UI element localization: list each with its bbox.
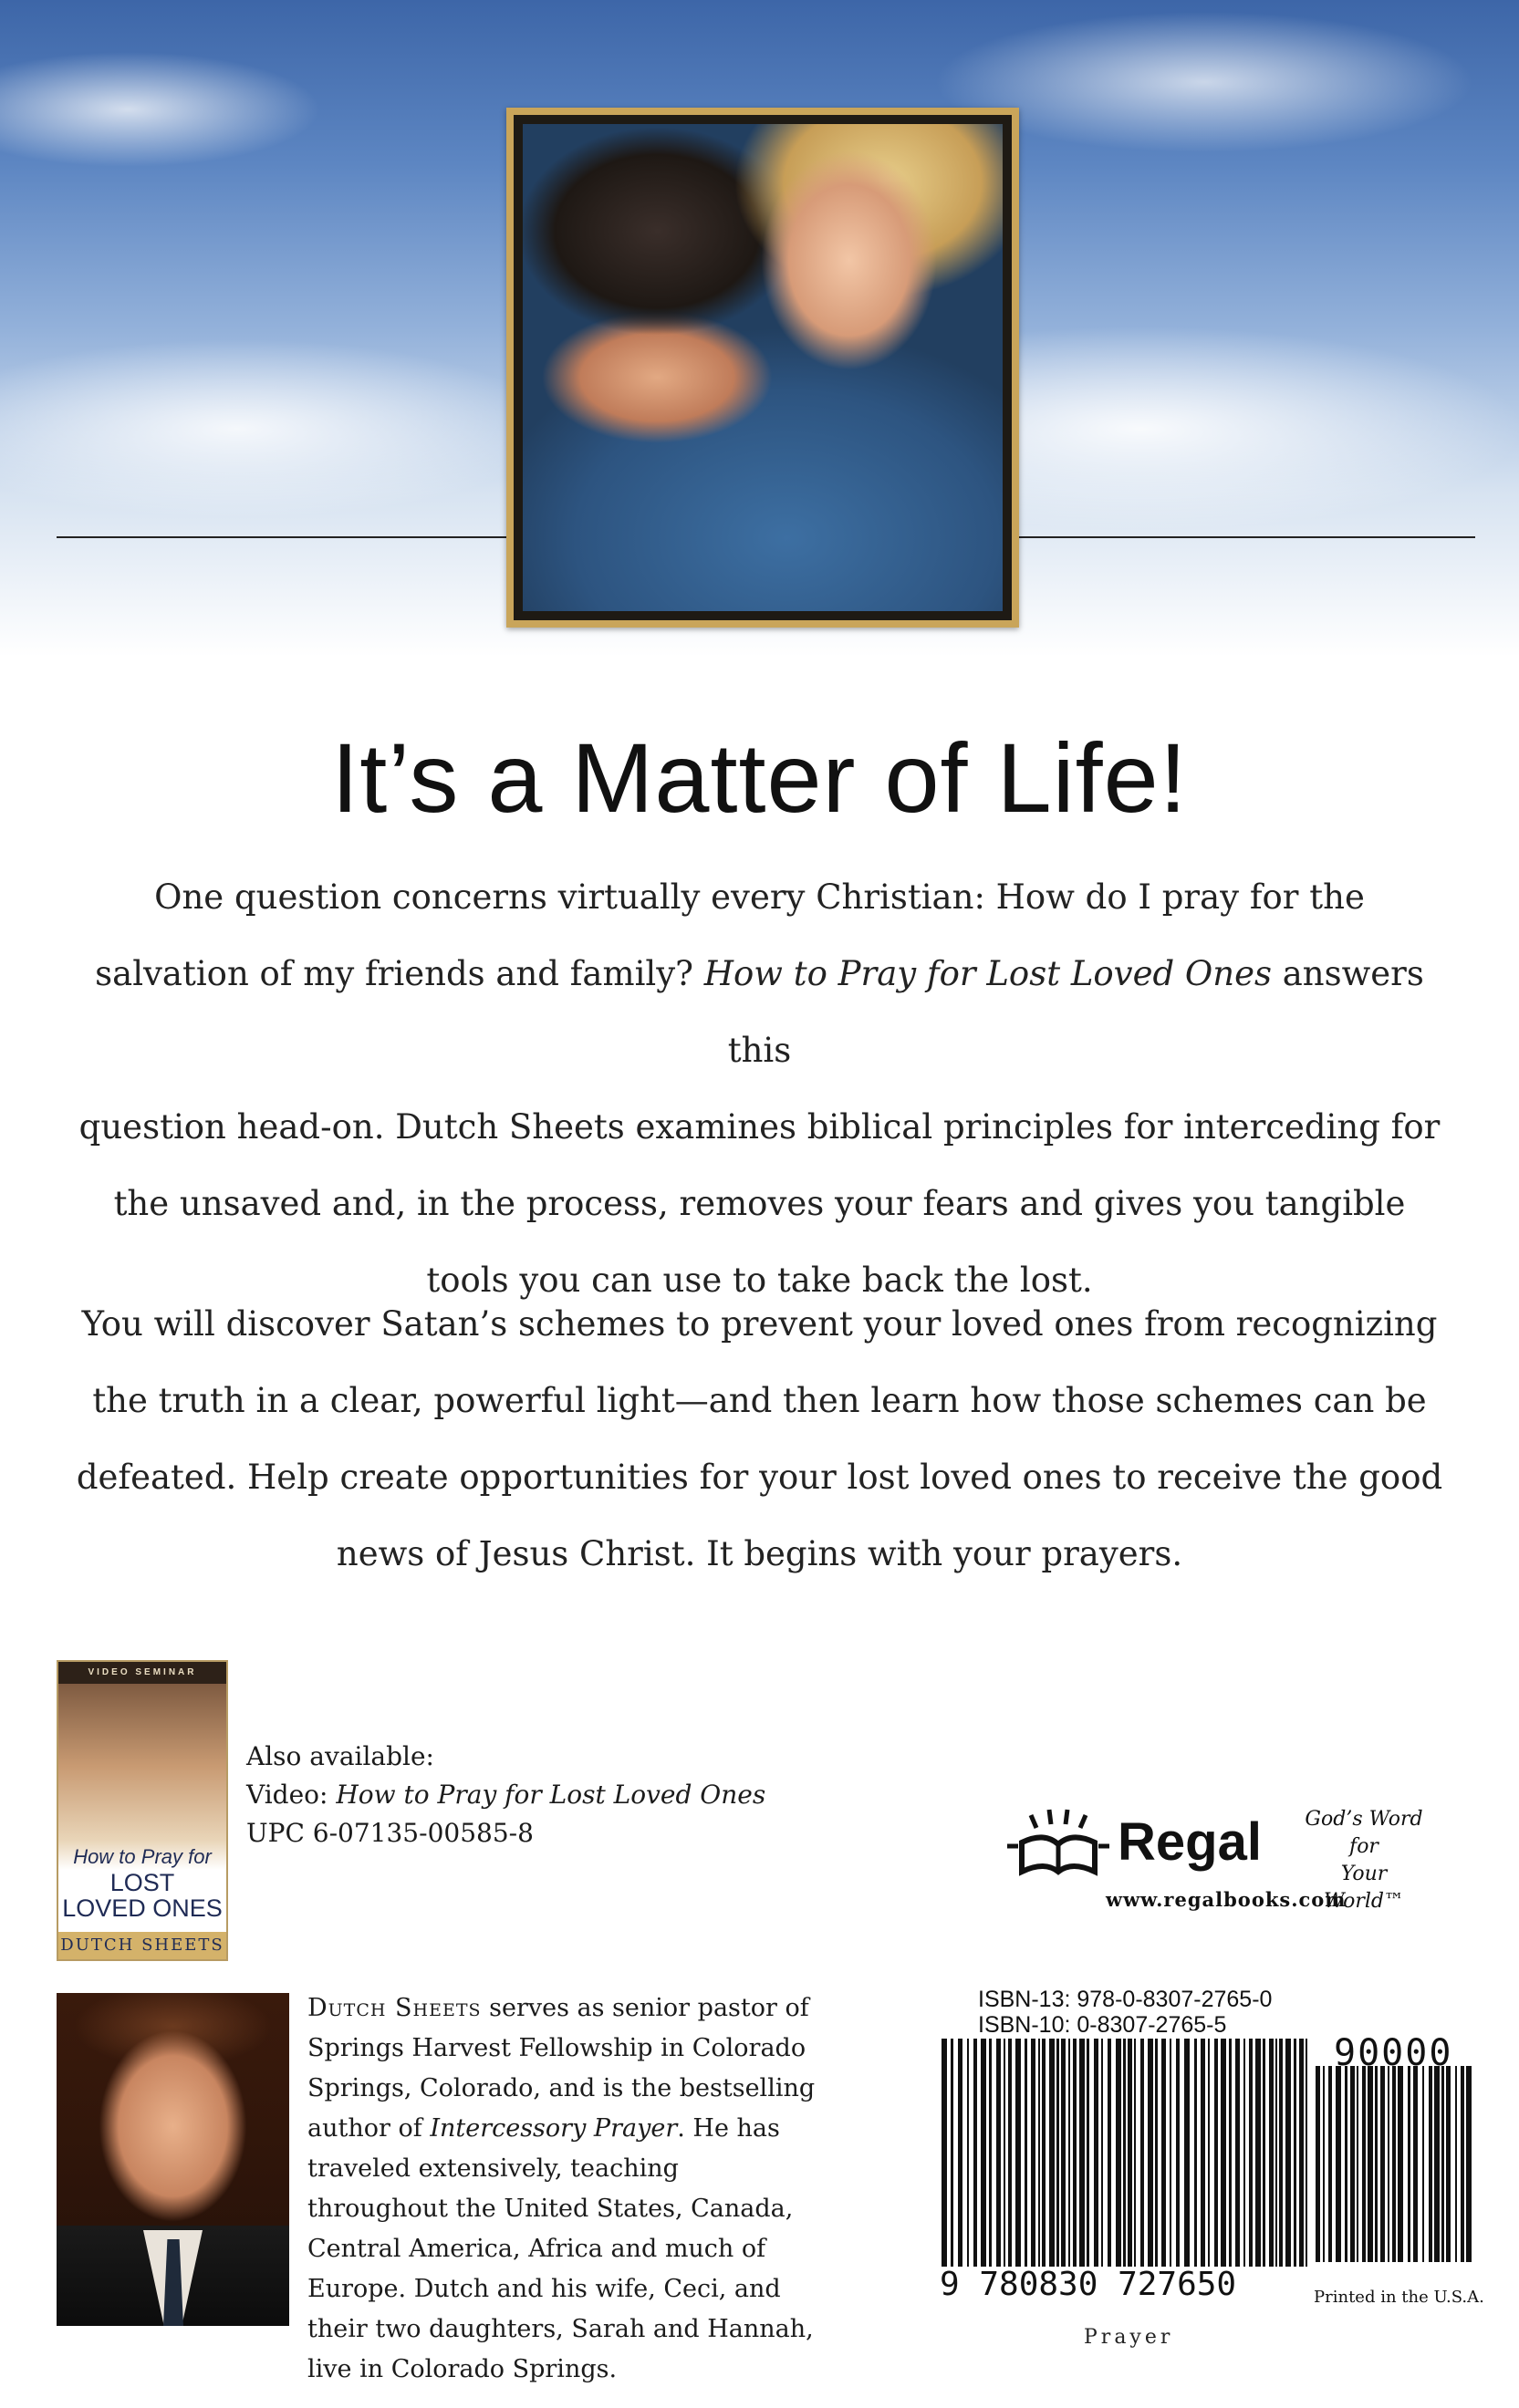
tagline-line: Your World™ — [1324, 1863, 1404, 1913]
barcode-bar — [1345, 2066, 1347, 2262]
barcode-bar — [1441, 2066, 1444, 2262]
tagline-line: God’s Word for — [1305, 1808, 1423, 1858]
barcode-bar — [1004, 2039, 1005, 2267]
addon-barcode — [1314, 2066, 1473, 2262]
barcode-bar — [989, 2039, 992, 2267]
publisher-logo — [1004, 1806, 1478, 1925]
desc-line: One question concerns virtually every Christian: How do I pray for the — [154, 877, 1365, 917]
video-title-line: LOST — [109, 1869, 175, 1896]
bio-text: . He has traveled extensively, teaching throughout the United States, Canada, Central America, Africa and much of Europe. Dutch and his wife, Ceci, and their two daughters, Sarah and Hannah, live in Colorado Springs. — [307, 2114, 814, 2383]
isbn13: ISBN-13: 978-0-8307-2765-0 — [978, 1987, 1273, 2012]
barcode-bar — [1056, 2039, 1059, 2267]
barcode-bar — [942, 2039, 947, 2267]
barcode-bar — [1408, 2066, 1410, 2262]
video-label: Video: — [246, 1780, 337, 1810]
barcode-bar — [1350, 2066, 1355, 2262]
embrace-photo — [523, 124, 1003, 611]
barcode-bar — [1123, 2039, 1126, 2267]
bio-book-title: Intercessory Prayer — [430, 2114, 678, 2143]
barcode-bar — [1049, 2039, 1055, 2267]
barcode-bar — [1068, 2039, 1070, 2267]
barcode-bar — [1336, 2066, 1341, 2262]
barcode-bar — [1269, 2039, 1274, 2267]
barcode-bar — [1362, 2066, 1366, 2262]
barcode-bar — [1155, 2039, 1158, 2267]
barcode-bar — [1087, 2039, 1089, 2267]
barcode-bar — [1380, 2066, 1385, 2262]
barcode-bar — [1413, 2066, 1418, 2262]
author-name: Dutch Sheets — [307, 1994, 482, 2022]
publisher-name: Regal — [1118, 1812, 1262, 1872]
barcode-bar — [1235, 2039, 1240, 2267]
barcode-digits: 9 780830 727650 — [940, 2266, 1237, 2303]
desc-line: question head-on. Dutch Sheets examines biblical principles for interceding for — [78, 1107, 1441, 1147]
barcode-bar — [1255, 2039, 1261, 2267]
desc-line: You will discover Satan’s schemes to prevent your loved ones from recognizing — [81, 1304, 1438, 1344]
barcode-bar — [1466, 2066, 1472, 2262]
barcode-bar — [1108, 2039, 1111, 2267]
isbn10: ISBN-10: 0-8307-2765-5 — [978, 2012, 1227, 2038]
barcode-bar — [1455, 2066, 1457, 2262]
barcode-bar — [958, 2039, 962, 2267]
desc-text: answers this — [727, 954, 1424, 1070]
barcode-bar — [1038, 2039, 1040, 2267]
barcode-bar — [1221, 2039, 1226, 2267]
video-cover-title — [58, 1844, 226, 1921]
barcode-bar — [1323, 2066, 1325, 2262]
barcode-bar — [1140, 2039, 1144, 2267]
barcode-bar — [1446, 2066, 1451, 2262]
barcode-bar — [1073, 2039, 1077, 2267]
barcode-bar — [967, 2039, 969, 2267]
barcode-bar — [1279, 2039, 1283, 2267]
barcode-bar — [1275, 2039, 1277, 2267]
barcode-bar — [1422, 2066, 1424, 2262]
barcode-bar — [1263, 2039, 1265, 2267]
description-paragraph-2 — [68, 1286, 1451, 1593]
desc-text: salvation of my friends and family? — [95, 954, 704, 993]
barcode-bar — [1392, 2066, 1396, 2262]
barcode-bar — [1176, 2039, 1180, 2267]
barcode-bar — [1294, 2039, 1296, 2267]
barcode-bar — [1214, 2039, 1218, 2267]
bio-text: serves as senior pastor of Springs Harvest Fellowship in Colorado Springs, Colorado, and is the bestselling author of — [307, 1994, 816, 2143]
barcode-bar — [1229, 2039, 1232, 2267]
desc-line: defeated. Help create opportunities for your lost loved ones to receive the good — [76, 1458, 1443, 1497]
video-cover-thumbnail — [57, 1660, 228, 1961]
barcode-bar — [981, 2039, 986, 2267]
barcode-bar — [1042, 2039, 1046, 2267]
rule-right — [1019, 536, 1475, 538]
barcode-bar — [1285, 2039, 1291, 2267]
barcode-bar — [1434, 2066, 1440, 2262]
category-label: Prayer — [1084, 2326, 1174, 2349]
barcode-bar — [1079, 2039, 1085, 2267]
barcode-bar — [1025, 2039, 1027, 2267]
barcode-bar — [1299, 2039, 1304, 2267]
desc-line: tools you can use to take back the lost. — [426, 1261, 1093, 1300]
barcode-bar — [1357, 2066, 1358, 2262]
barcode-bar — [1170, 2039, 1171, 2267]
barcode-bar — [1243, 2039, 1245, 2267]
publisher-url: www.regalbooks.com — [1106, 1888, 1347, 1911]
video-title-line: How to Pray for — [73, 1845, 212, 1868]
desc-line: news of Jesus Christ. It begins with your prayers. — [336, 1534, 1183, 1573]
barcode-bar — [1094, 2039, 1098, 2267]
upc-code: UPC 6-07135-00585-8 — [246, 1818, 534, 1848]
barcode-bar — [1368, 2066, 1373, 2262]
barcode-bar — [1208, 2039, 1210, 2267]
barcode-bar — [1128, 2039, 1132, 2267]
barcode-bar — [1148, 2039, 1153, 2267]
isbn-block — [978, 1987, 1272, 2038]
barcode-bar — [1398, 2066, 1403, 2262]
rule-left — [57, 536, 508, 538]
barcode-bar — [1328, 2066, 1332, 2262]
barcode-bar — [973, 2039, 977, 2267]
desc-line: the unsaved and, in the process, removes your fears and gives you tangible — [113, 1184, 1406, 1223]
barcode-bar — [1201, 2039, 1205, 2267]
barcode-bar — [1015, 2039, 1021, 2267]
barcode-bar — [1306, 2039, 1307, 2267]
barcode-bar — [1134, 2039, 1136, 2267]
also-heading: Also available: — [246, 1741, 434, 1771]
cover-photo-frame — [506, 108, 1019, 628]
barcode-bar — [1461, 2066, 1464, 2262]
desc-line — [68, 936, 1451, 1089]
barcode-bar — [1194, 2039, 1197, 2267]
ean-barcode — [940, 2039, 1314, 2267]
also-available-block — [246, 1738, 765, 1853]
video-title-line: LOVED ONES — [62, 1894, 223, 1922]
barcode-bar — [1184, 2039, 1190, 2267]
author-photo — [57, 1993, 289, 2326]
video-series-label: VIDEO SEMINAR — [58, 1662, 226, 1684]
headline: It’s a Matter of Life! — [331, 722, 1188, 833]
open-book-icon — [1004, 1806, 1113, 1879]
barcode-bar — [1316, 2066, 1320, 2262]
barcode-bar — [1388, 2066, 1389, 2262]
book-title: How to Pray for Lost Loved Ones — [703, 954, 1272, 993]
video-line — [246, 1776, 765, 1814]
barcode-bar — [1249, 2039, 1253, 2267]
printed-in: Printed in the U.S.A. — [1314, 2288, 1484, 2307]
barcode-bar — [1101, 2039, 1103, 2267]
description-paragraph-1 — [68, 859, 1451, 1319]
video-author: DUTCH SHEETS — [58, 1932, 226, 1959]
barcode-bar — [951, 2039, 953, 2267]
barcode-bar — [1031, 2039, 1035, 2267]
barcode-bar — [996, 2039, 1001, 2267]
barcode-bar — [1429, 2066, 1432, 2262]
author-bio — [307, 1988, 818, 2390]
barcode-bar — [1375, 2066, 1378, 2262]
barcode-bar — [1116, 2039, 1121, 2267]
video-title: How to Pray for Lost Loved Ones — [336, 1780, 766, 1810]
barcode-bar — [1008, 2039, 1012, 2267]
desc-line: the truth in a clear, powerful light—and then learn how those schemes can be — [92, 1381, 1427, 1420]
price-addon: 90000 — [1334, 2032, 1453, 2074]
barcode-bar — [1161, 2039, 1166, 2267]
barcode-bar — [1061, 2039, 1066, 2267]
